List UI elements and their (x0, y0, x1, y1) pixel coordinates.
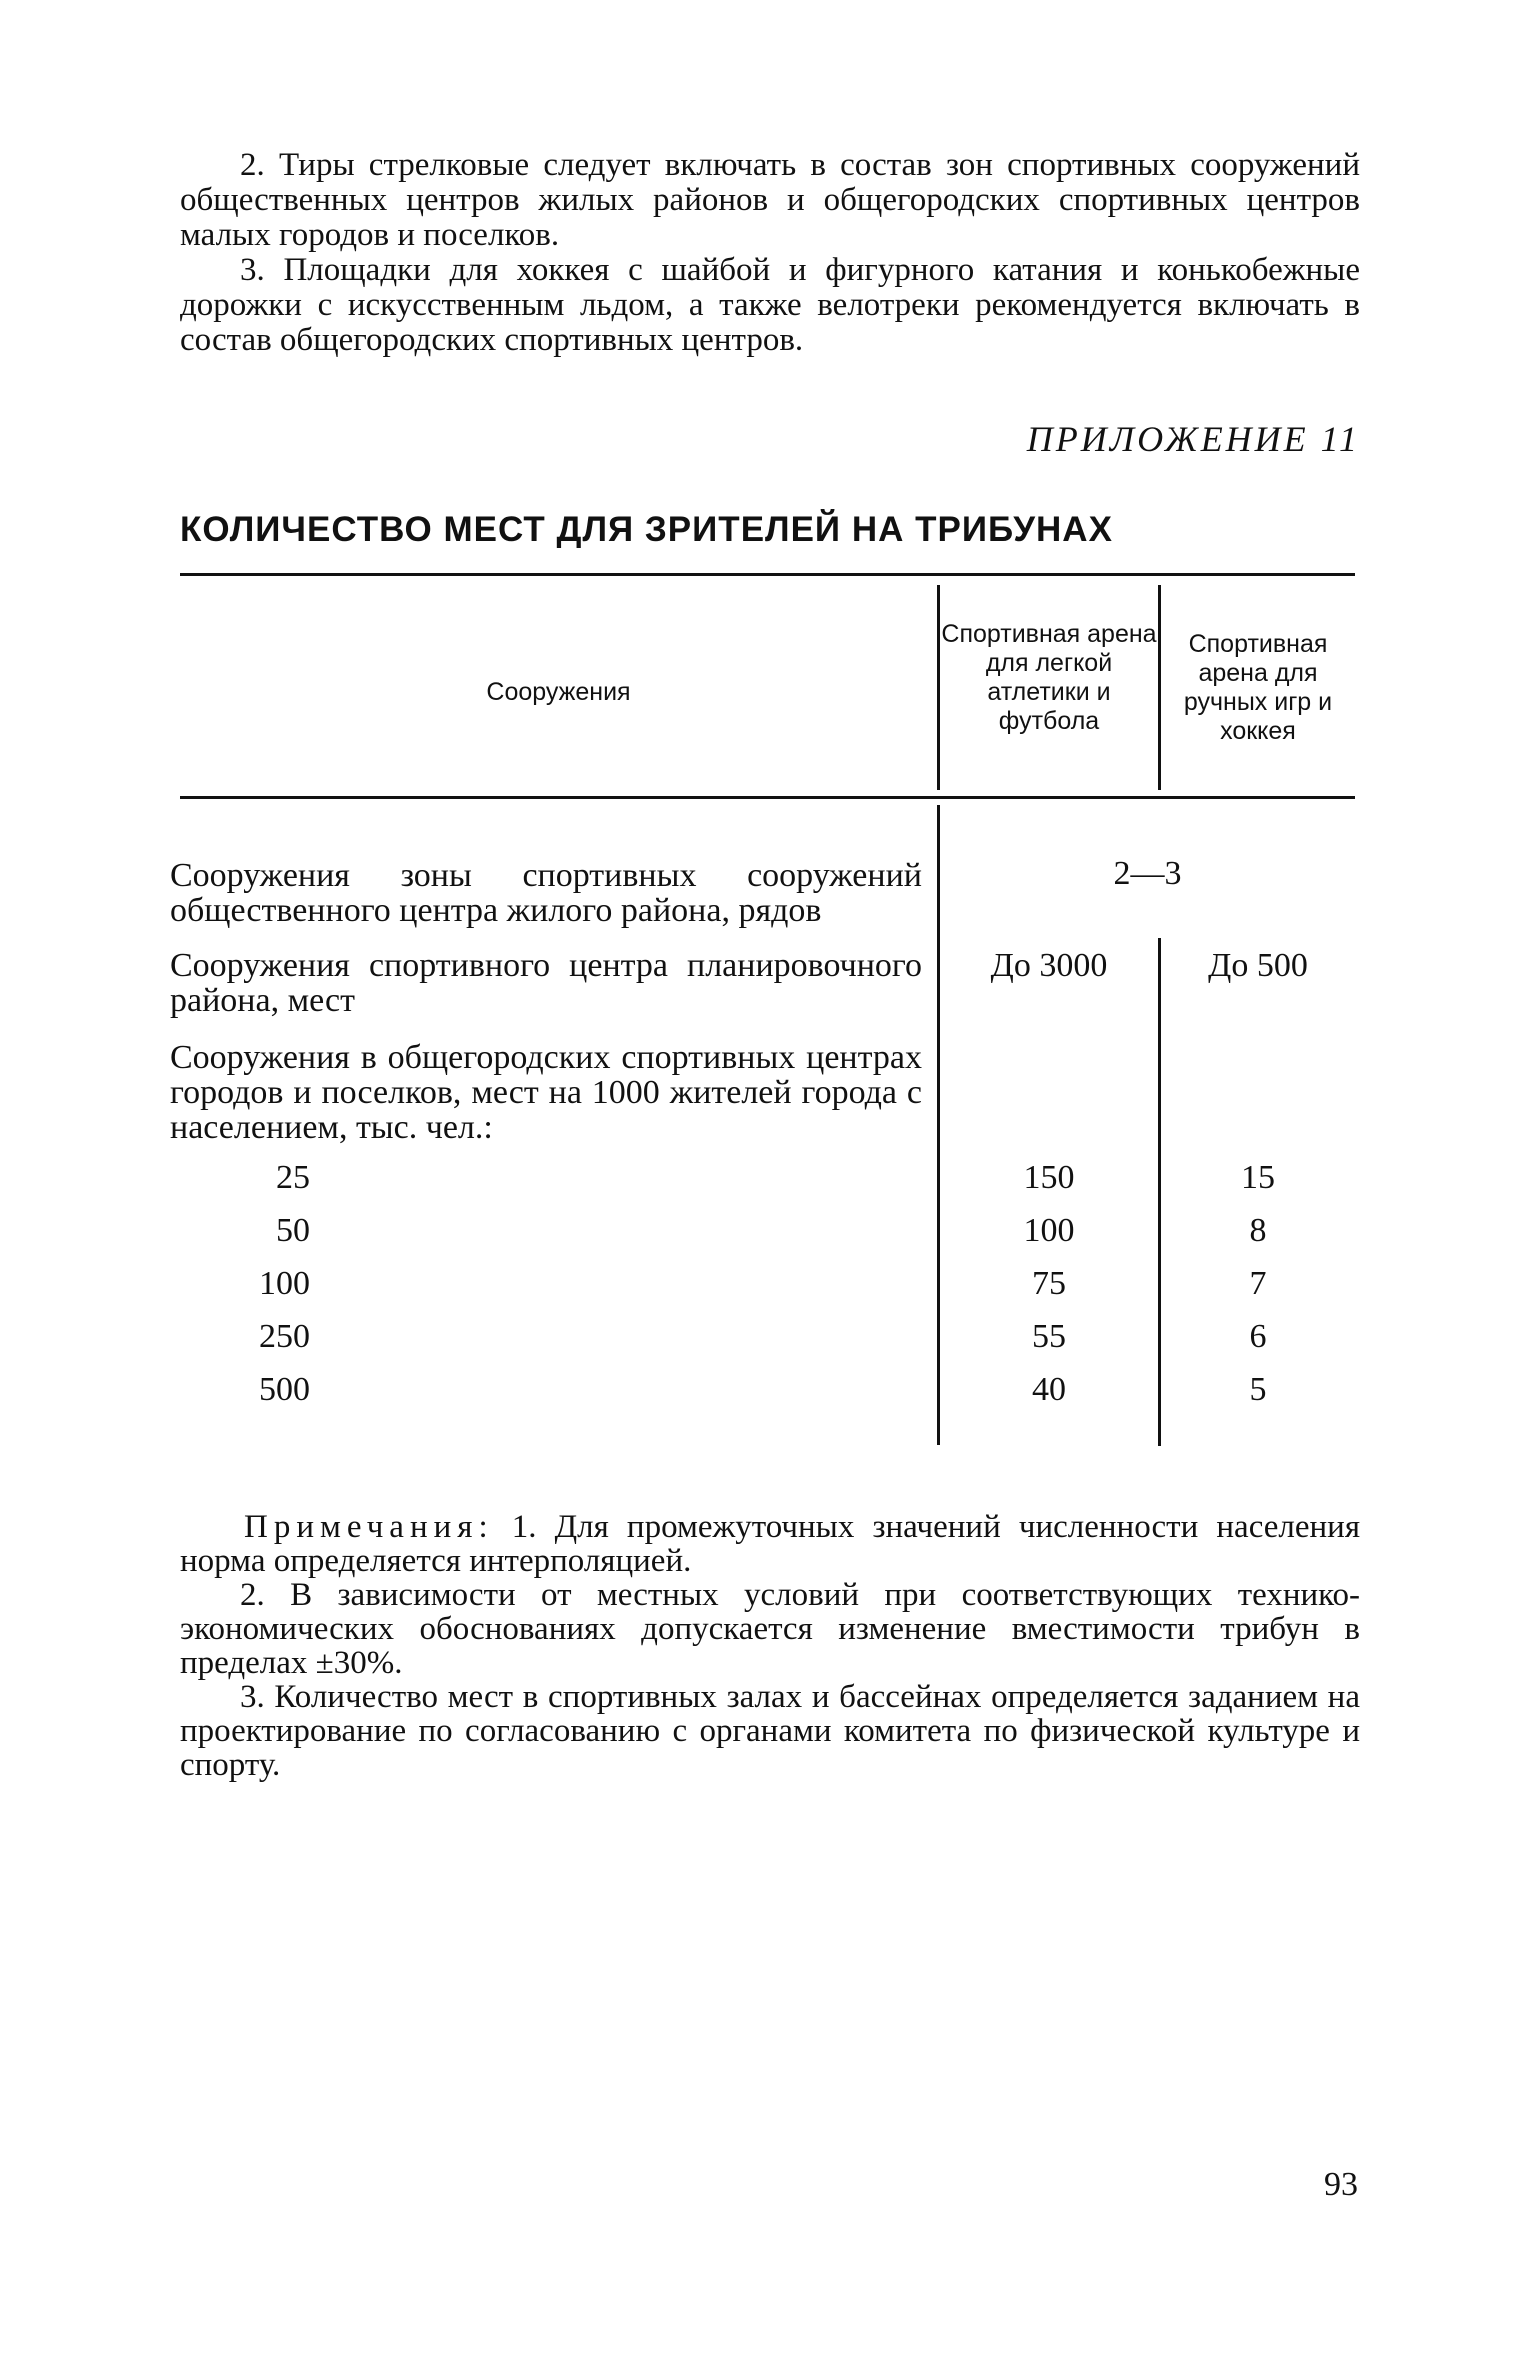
note-1-text: 1. Для промежуточных значений численности населения норма определяется интерполяцией. (180, 1509, 1360, 1579)
appendix-label: ПРИЛОЖЕНИЕ 11 (1026, 419, 1360, 459)
header-handball-hockey-arena: Спортивная арена для ручных игр и хоккея (1183, 630, 1333, 745)
intro-text (180, 148, 1360, 358)
note-1 (180, 1510, 1360, 1578)
paragraph-3: 3. Площадки для хоккея с шайбой и фигурного катания и конькобежные дорожки с искусственным льдом, а также велотреки рекомендуется включать в состав общегородских спортивных центров. (180, 252, 1360, 358)
table-row-label: Сооружения спортивного центра планировочного района, мест (170, 947, 922, 1019)
table-cell: 7 (1249, 1265, 1267, 1302)
table-cell: До 500 (1208, 947, 1308, 984)
table-cell: 5 (1249, 1371, 1267, 1408)
population-value: 500 (259, 1371, 310, 1408)
paragraph-2: 2. Тиры стрелковые следует включать в состав зон спортивных сооружений общественных центров жилых районов и общегородских спортивных центров малых городов и поселков. (180, 147, 1360, 253)
note-3: 3. Количество мест в спортивных залах и бассейнах определяется заданием на проектирование по согласованию с органами комитета по физической культуре и спорту. (180, 1679, 1360, 1783)
header-athletics-arena: Спортивная арена для легкой атлетики и футбола (941, 620, 1157, 735)
note-2: 2. В зависимости от местных условий при соответствующих технико-экономических обоснованиях допускается изменение вместимости трибун в пределах ±30%. (180, 1577, 1360, 1681)
population-value: 100 (259, 1265, 310, 1302)
header-structures: Сооружения (486, 678, 631, 706)
table-row-label: Сооружения зоны спортивных сооружений общественного центра жилого района, рядов (170, 857, 922, 929)
table-cell: 75 (1032, 1265, 1066, 1302)
table-cell: 6 (1249, 1318, 1267, 1355)
table-cell: 8 (1249, 1212, 1267, 1249)
table-cell: 40 (1032, 1371, 1066, 1408)
population-value: 250 (259, 1318, 310, 1355)
table-cell: 100 (1023, 1212, 1075, 1249)
notes-heading: Примечания: (244, 1509, 494, 1545)
table-title: КОЛИЧЕСТВО МЕСТ ДЛЯ ЗРИТЕЛЕЙ НА ТРИБУНАХ (180, 510, 1113, 549)
population-value: 50 (276, 1212, 310, 1249)
table-cell: 15 (1241, 1159, 1275, 1196)
table-row-label: Сооружения в общегородских спортивных центрах городов и поселков, мест на 1000 жителей города с населением, тыс. чел.: (170, 1039, 922, 1146)
notes-section (180, 1510, 1360, 1782)
table-cell: 150 (1023, 1159, 1075, 1196)
table-cell-merged: 2—3 (1113, 855, 1182, 892)
table-cell: До 3000 (990, 947, 1108, 984)
table-header-rule (180, 796, 1355, 799)
table-top-rule (180, 573, 1355, 576)
table-cell: 55 (1032, 1318, 1066, 1355)
population-value: 25 (276, 1159, 310, 1196)
page-number: 93 (1324, 2166, 1358, 2203)
